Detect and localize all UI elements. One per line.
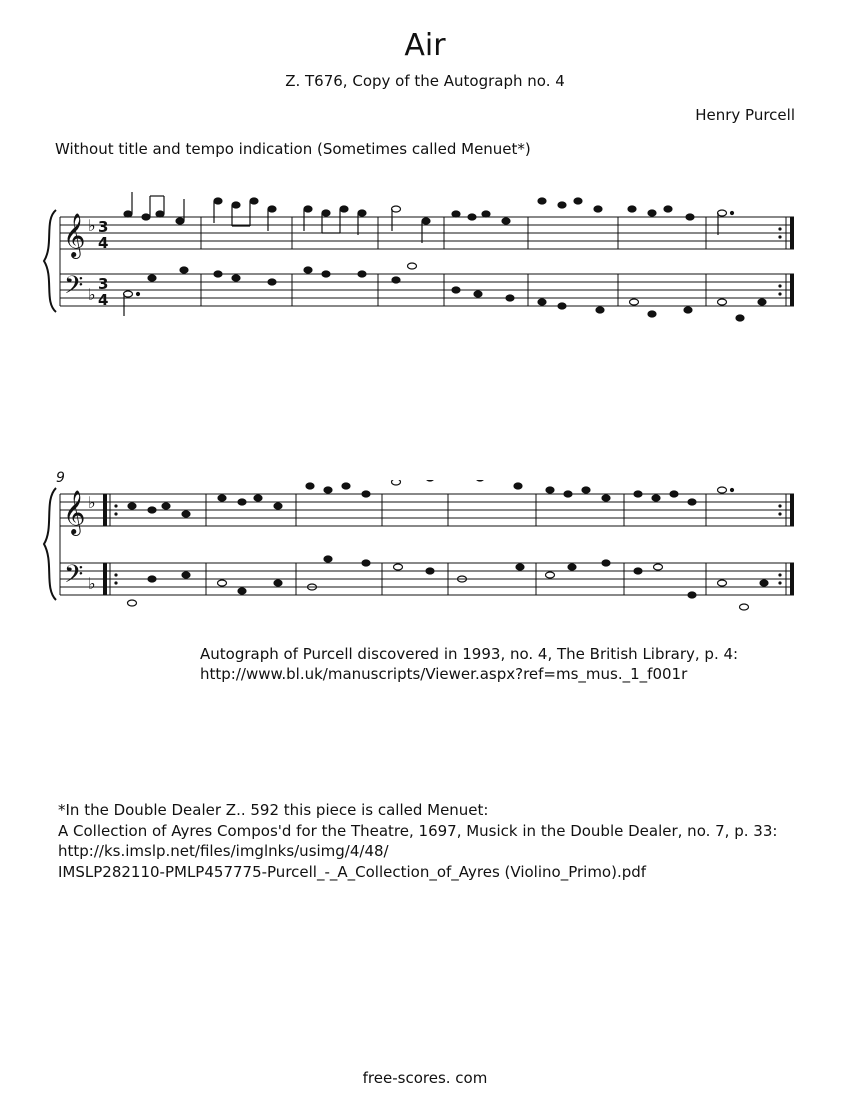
svg-text:𝄞: 𝄞 — [63, 490, 86, 534]
footnote — [58, 800, 777, 882]
svg-text:4: 4 — [98, 234, 109, 252]
svg-text:4: 4 — [98, 291, 109, 309]
source-note-line-1: Autograph of Purcell discovered in 1993, no. 4, The British Library, p. 4: — [200, 645, 739, 663]
score-subtitle: Z. T676, Copy of the Autograph no. 4 — [285, 72, 565, 90]
svg-text:𝄢: 𝄢 — [64, 560, 84, 595]
footnote-line-3: http://ks.imslp.net/files/imglnks/usimg/4/48/ — [58, 842, 389, 860]
svg-text:♭: ♭ — [88, 216, 96, 235]
svg-text:𝄞: 𝄞 — [63, 213, 86, 257]
svg-text:♭: ♭ — [88, 285, 96, 304]
score-title: Air — [404, 28, 446, 63]
svg-text:♭: ♭ — [88, 574, 96, 593]
footnote-line-2: A Collection of Ayres Compos'd for the Theatre, 1697, Musick in the Double Dealer, no. 7, p. 33: — [58, 821, 778, 840]
composer-name: Henry Purcell — [695, 106, 795, 124]
svg-text:♭: ♭ — [88, 493, 96, 512]
svg-text:𝄢: 𝄢 — [64, 271, 84, 306]
source-note-line-2: http://www.bl.uk/manuscripts/Viewer.aspx?ref=ms_mus._1_f001r — [200, 665, 688, 683]
footer-credit: free-scores. com — [362, 1069, 488, 1087]
footnote-line-1: *In the Double Dealer Z.. 592 this piece is called Menuet: — [58, 801, 489, 819]
music-system-1 — [0, 190, 850, 350]
footnote-line-4: IMSLP282110-PMLP457775-Purcell_-_A_Collection_of_Ayres (Violino_Primo).pdf — [58, 862, 647, 881]
svg-text:3: 3 — [98, 275, 109, 293]
svg-text:3: 3 — [98, 218, 109, 236]
measure-number: 9 — [56, 470, 65, 486]
music-system-2 — [0, 480, 850, 640]
performance-instruction: Without title and tempo indication (Sometimes called Menuet*) — [55, 140, 531, 158]
